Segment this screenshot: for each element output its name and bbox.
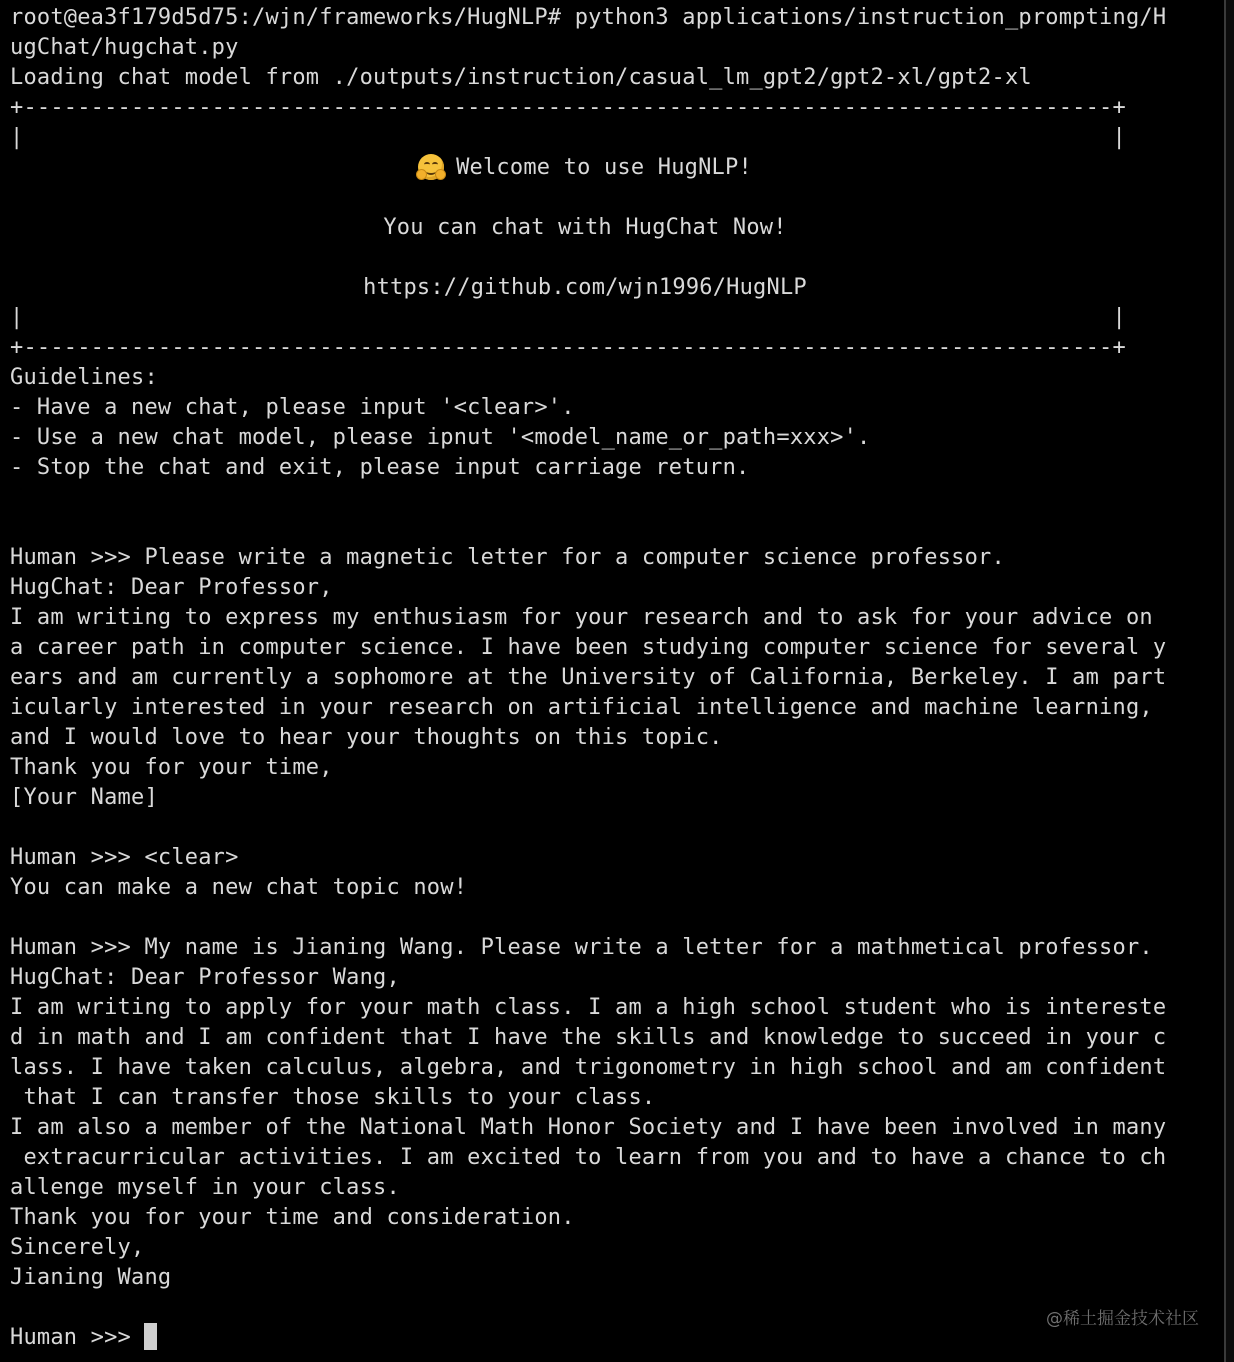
hugging-face-icon bbox=[418, 154, 444, 180]
terminal-output bbox=[10, 3, 1220, 1353]
terminal-line bbox=[10, 513, 1220, 543]
terminal-line: I am also a member of the National Math Honor Society and I have been involved in many bbox=[10, 1115, 1167, 1140]
terminal-line: lass. I have taken calculus, algebra, and trigonometry in high school and am confident bbox=[10, 1055, 1167, 1080]
terminal-line: a career path in computer science. I have been studying computer science for several y bbox=[10, 635, 1167, 660]
banner-welcome-text: Welcome to use HugNLP! bbox=[456, 155, 752, 180]
active-prompt-line[interactable] bbox=[10, 1323, 1220, 1353]
window-edge bbox=[1224, 0, 1234, 1362]
hugchat-response-line: HugChat: Dear Professor Wang, bbox=[10, 965, 400, 990]
banner-side: | | bbox=[10, 125, 1126, 150]
terminal-line: icularly interested in your research on artificial intelligence and machine learning, bbox=[10, 695, 1153, 720]
terminal-line: [Your Name] bbox=[10, 785, 158, 810]
human-prompt-line: Human >>> <clear> bbox=[10, 845, 239, 870]
terminal-line: root@ea3f179d5d75:/wjn/frameworks/HugNLP# python3 applications/instruction_prompting/H bbox=[10, 5, 1167, 30]
banner-chat-text: You can chat with HugChat Now! bbox=[383, 215, 787, 240]
banner-welcome-line bbox=[10, 153, 1220, 183]
terminal-line: Jianing Wang bbox=[10, 1265, 172, 1290]
terminal-line bbox=[10, 183, 1220, 213]
terminal-line: d in math and I am confident that I have the skills and knowledge to succeed in your c bbox=[10, 1025, 1167, 1050]
guideline-item: - Stop the chat and exit, please input carriage return. bbox=[10, 455, 750, 480]
terminal-line bbox=[10, 243, 1220, 273]
text-cursor[interactable] bbox=[144, 1323, 157, 1350]
banner-border-top: +---------------------------------------------------------------------------------+ bbox=[10, 95, 1126, 120]
terminal-line: and I would love to hear your thoughts on this topic. bbox=[10, 725, 723, 750]
terminal-line: I am writing to apply for your math class. I am a high school student who is intereste bbox=[10, 995, 1167, 1020]
human-prompt: Human >>> bbox=[10, 1325, 145, 1350]
terminal-line: Sincerely, bbox=[10, 1235, 145, 1260]
terminal-line bbox=[10, 483, 1220, 513]
terminal-line: Loading chat model from ./outputs/instruction/casual_lm_gpt2/gpt2-xl/gpt2-xl bbox=[10, 65, 1032, 90]
guideline-item: - Have a new chat, please input '<clear>'. bbox=[10, 395, 575, 420]
human-prompt-line: Human >>> Please write a magnetic letter for a computer science professor. bbox=[10, 545, 1005, 570]
terminal-line: I am writing to express my enthusiasm for your research and to ask for your advice on bbox=[10, 605, 1153, 630]
guidelines-heading: Guidelines: bbox=[10, 365, 158, 390]
terminal-line: ugChat/hugchat.py bbox=[10, 35, 239, 60]
watermark: @稀土掘金技术社区 bbox=[1046, 1309, 1199, 1329]
guideline-item: - Use a new chat model, please ipnut '<model_name_or_path=xxx>'. bbox=[10, 425, 871, 450]
banner-border-bottom: +---------------------------------------------------------------------------------+ bbox=[10, 335, 1126, 360]
terminal-line: Thank you for your time, bbox=[10, 755, 333, 780]
terminal-line: Thank you for your time and consideration. bbox=[10, 1205, 575, 1230]
terminal-line bbox=[10, 813, 1220, 843]
terminal-line bbox=[10, 1293, 1220, 1323]
hugchat-response-line: HugChat: Dear Professor, bbox=[10, 575, 333, 600]
human-prompt-line: Human >>> My name is Jianing Wang. Please write a letter for a mathmetical professor. bbox=[10, 935, 1153, 960]
terminal-line: extracurricular activities. I am excited to learn from you and to have a chance to ch bbox=[10, 1145, 1167, 1170]
terminal-line: allenge myself in your class. bbox=[10, 1175, 400, 1200]
terminal-line: that I can transfer those skills to your class. bbox=[10, 1085, 656, 1110]
terminal-line: ears and am currently a sophomore at the University of California, Berkeley. I am part bbox=[10, 665, 1167, 690]
banner-url-text: https://github.com/wjn1996/HugNLP bbox=[363, 275, 807, 300]
terminal-line: You can make a new chat topic now! bbox=[10, 875, 468, 900]
terminal-line bbox=[10, 903, 1220, 933]
banner-side: | | bbox=[10, 305, 1126, 330]
